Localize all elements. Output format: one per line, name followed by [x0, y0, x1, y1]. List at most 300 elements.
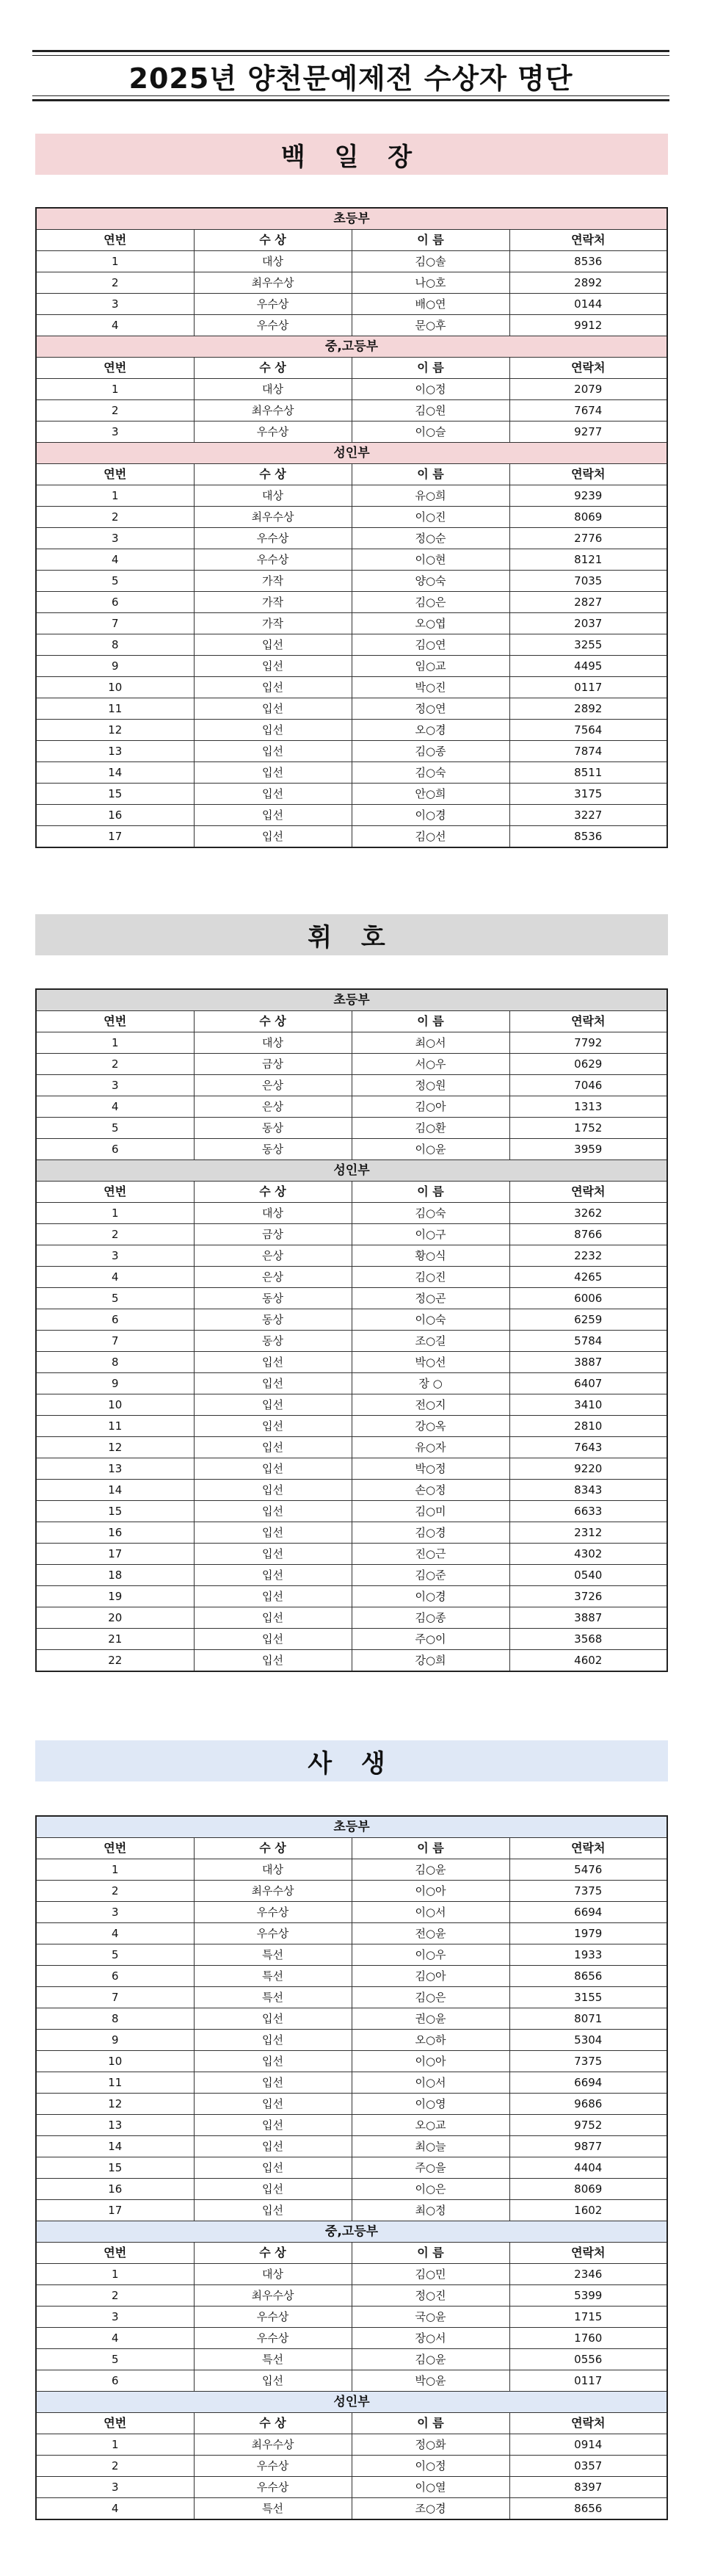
table-row [36, 741, 667, 762]
cell-name: 국○윤 [352, 2307, 509, 2328]
cell-contact: 0144 [509, 294, 667, 315]
table-row [36, 1629, 667, 1650]
cell-no: 10 [36, 2051, 194, 2072]
table-row [36, 592, 667, 613]
column-header-no: 연번 [36, 2243, 194, 2264]
cell-award: 은상 [194, 1075, 352, 1096]
cell-name: 유○자 [352, 1437, 509, 1458]
cell-no: 12 [36, 1437, 194, 1458]
cell-contact: 3887 [509, 1352, 667, 1373]
cell-contact: 3227 [509, 805, 667, 826]
cell-award: 대상 [194, 251, 352, 272]
cell-no: 2 [36, 507, 194, 528]
cell-no: 6 [36, 1309, 194, 1331]
cell-name: 전○지 [352, 1394, 509, 1416]
cell-name: 전○윤 [352, 1923, 509, 1944]
section-banner-saseng [35, 1740, 668, 1781]
cell-no: 6 [36, 2370, 194, 2392]
group-name: 성인부 [36, 1160, 667, 1182]
cell-contact: 9239 [509, 485, 667, 507]
award-table-hwiho [35, 988, 668, 1672]
cell-contact: 8511 [509, 762, 667, 784]
group-name: 성인부 [36, 2392, 667, 2413]
table-row [36, 1203, 667, 1224]
cell-name: 박○선 [352, 1352, 509, 1373]
page-title: 2025년 양천문예제전 수상자 명단 [128, 62, 573, 95]
cell-no: 10 [36, 1394, 194, 1416]
cell-award: 최우수상 [194, 272, 352, 294]
cell-contact: 4302 [509, 1544, 667, 1565]
cell-no: 13 [36, 741, 194, 762]
cell-name: 이○슬 [352, 422, 509, 443]
cell-award: 입선 [194, 2136, 352, 2157]
cell-contact: 4602 [509, 1650, 667, 1672]
table-row [36, 1522, 667, 1544]
group-name: 중,고등부 [36, 336, 667, 358]
cell-contact: 2037 [509, 613, 667, 634]
cell-contact: 8656 [509, 1966, 667, 1987]
cell-name: 장 ○ [352, 1373, 509, 1394]
cell-no: 1 [36, 1032, 194, 1054]
cell-name: 이○영 [352, 2094, 509, 2115]
table-row [36, 1118, 667, 1139]
cell-name: 이○정 [352, 2456, 509, 2477]
group-header-row [36, 336, 667, 358]
cell-name: 김○진 [352, 1267, 509, 1288]
cell-name: 김○선 [352, 826, 509, 848]
column-header-name: 이 름 [352, 464, 509, 485]
column-header-no: 연번 [36, 1838, 194, 1859]
cell-no: 7 [36, 1987, 194, 2008]
cell-award: 우수상 [194, 315, 352, 336]
cell-contact: 4404 [509, 2157, 667, 2179]
cell-award: 입선 [194, 2370, 352, 2392]
cell-award: 은상 [194, 1096, 352, 1118]
cell-name: 강○옥 [352, 1416, 509, 1437]
cell-contact: 5304 [509, 2030, 667, 2051]
cell-contact: 8121 [509, 549, 667, 571]
cell-award: 입선 [194, 1352, 352, 1373]
cell-name: 오○교 [352, 2115, 509, 2136]
cell-contact: 5476 [509, 1859, 667, 1881]
cell-contact: 7375 [509, 2051, 667, 2072]
table-row [36, 1373, 667, 1394]
cell-no: 12 [36, 2094, 194, 2115]
cell-name: 양○숙 [352, 571, 509, 592]
cell-award: 우수상 [194, 2477, 352, 2498]
table-row [36, 2157, 667, 2179]
cell-award: 우수상 [194, 2456, 352, 2477]
cell-contact: 2776 [509, 528, 667, 549]
cell-no: 3 [36, 1075, 194, 1096]
cell-award: 입선 [194, 741, 352, 762]
column-header-no: 연번 [36, 1011, 194, 1032]
table-row [36, 571, 667, 592]
cell-contact: 7792 [509, 1032, 667, 1054]
table-row [36, 400, 667, 422]
cell-award: 대상 [194, 1203, 352, 1224]
cell-no: 1 [36, 485, 194, 507]
cell-name: 김○윤 [352, 1859, 509, 1881]
cell-award: 입선 [194, 1501, 352, 1522]
cell-award: 입선 [194, 2157, 352, 2179]
cell-award: 입선 [194, 2200, 352, 2221]
cell-contact: 3887 [509, 1607, 667, 1629]
cell-name: 김○경 [352, 1522, 509, 1544]
table-row [36, 2051, 667, 2072]
table-row [36, 656, 667, 677]
table-row [36, 1096, 667, 1118]
table-row [36, 720, 667, 741]
cell-contact: 7674 [509, 400, 667, 422]
table-row [36, 1544, 667, 1565]
cell-contact: 1313 [509, 1096, 667, 1118]
cell-no: 4 [36, 1923, 194, 1944]
table-row [36, 1607, 667, 1629]
cell-contact: 0629 [509, 1054, 667, 1075]
cell-no: 4 [36, 315, 194, 336]
table-row [36, 1352, 667, 1373]
group-header-row [36, 208, 667, 230]
cell-name: 최○늘 [352, 2136, 509, 2157]
column-header-award: 수 상 [194, 230, 352, 251]
cell-no: 17 [36, 2200, 194, 2221]
table-row [36, 294, 667, 315]
column-header-name: 이 름 [352, 358, 509, 379]
table-row [36, 1032, 667, 1054]
cell-award: 입선 [194, 1480, 352, 1501]
cell-no: 11 [36, 2072, 194, 2094]
table-row [36, 1987, 667, 2008]
table-row [36, 1859, 667, 1881]
cell-name: 정○순 [352, 528, 509, 549]
cell-no: 8 [36, 1352, 194, 1373]
table-row [36, 698, 667, 720]
cell-no: 7 [36, 1331, 194, 1352]
cell-no: 5 [36, 1944, 194, 1966]
cell-no: 6 [36, 1139, 194, 1160]
column-header-contact: 연락처 [509, 358, 667, 379]
column-header-award: 수 상 [194, 2413, 352, 2434]
cell-contact: 9877 [509, 2136, 667, 2157]
column-header-award: 수 상 [194, 1182, 352, 1203]
cell-name: 문○후 [352, 315, 509, 336]
cell-no: 1 [36, 2264, 194, 2285]
cell-award: 특선 [194, 1966, 352, 1987]
table-row [36, 634, 667, 656]
cell-no: 2 [36, 2456, 194, 2477]
cell-name: 이○구 [352, 1224, 509, 1245]
cell-no: 10 [36, 677, 194, 698]
cell-no: 1 [36, 1203, 194, 1224]
cell-name: 김○환 [352, 1118, 509, 1139]
section-title: 휘 호 [308, 922, 396, 952]
table-row [36, 613, 667, 634]
column-header-contact: 연락처 [509, 1838, 667, 1859]
cell-no: 2 [36, 1881, 194, 1902]
cell-contact: 0357 [509, 2456, 667, 2477]
cell-contact: 3568 [509, 1629, 667, 1650]
cell-award: 금상 [194, 1224, 352, 1245]
cell-award: 입선 [194, 1416, 352, 1437]
cell-award: 대상 [194, 379, 352, 400]
cell-contact: 1760 [509, 2328, 667, 2349]
column-header-award: 수 상 [194, 2243, 352, 2264]
cell-award: 가작 [194, 592, 352, 613]
cell-contact: 8656 [509, 2498, 667, 2520]
table-row [36, 2179, 667, 2200]
cell-contact: 3155 [509, 1987, 667, 2008]
cell-award: 입선 [194, 2030, 352, 2051]
cell-name: 유○희 [352, 485, 509, 507]
cell-contact: 0117 [509, 677, 667, 698]
cell-name: 정○원 [352, 1075, 509, 1096]
cell-name: 임○교 [352, 656, 509, 677]
table-row [36, 1586, 667, 1607]
table-row [36, 2264, 667, 2285]
cell-contact: 1752 [509, 1118, 667, 1139]
cell-contact: 9686 [509, 2094, 667, 2115]
column-header-name: 이 름 [352, 1182, 509, 1203]
cell-name: 김○종 [352, 741, 509, 762]
cell-contact: 8536 [509, 251, 667, 272]
cell-award: 입선 [194, 826, 352, 848]
cell-contact: 8071 [509, 2008, 667, 2030]
table-row [36, 1966, 667, 1987]
table-row [36, 379, 667, 400]
group-name: 성인부 [36, 443, 667, 464]
cell-award: 우수상 [194, 422, 352, 443]
table-row [36, 2349, 667, 2370]
cell-name: 김○아 [352, 1096, 509, 1118]
cell-no: 5 [36, 571, 194, 592]
column-header-name: 이 름 [352, 1838, 509, 1859]
column-header-award: 수 상 [194, 464, 352, 485]
cell-name: 김○민 [352, 2264, 509, 2285]
cell-name: 이○숙 [352, 1309, 509, 1331]
cell-name: 이○아 [352, 2051, 509, 2072]
column-header-name: 이 름 [352, 1011, 509, 1032]
cell-name: 이○열 [352, 2477, 509, 2498]
cell-no: 13 [36, 2115, 194, 2136]
table-row [36, 2115, 667, 2136]
table-row [36, 1416, 667, 1437]
cell-award: 우수상 [194, 294, 352, 315]
section-title: 사 생 [308, 1748, 396, 1779]
column-header-row [36, 2413, 667, 2434]
cell-award: 우수상 [194, 2328, 352, 2349]
cell-contact: 0117 [509, 2370, 667, 2392]
table-row [36, 2008, 667, 2030]
table-row [36, 528, 667, 549]
cell-award: 우수상 [194, 549, 352, 571]
cell-award: 금상 [194, 1054, 352, 1075]
cell-name: 오○경 [352, 720, 509, 741]
table-row [36, 549, 667, 571]
column-header-name: 이 름 [352, 230, 509, 251]
cell-name: 진○근 [352, 1544, 509, 1565]
column-header-contact: 연락처 [509, 1182, 667, 1203]
cell-contact: 2079 [509, 379, 667, 400]
cell-name: 이○진 [352, 507, 509, 528]
cell-award: 입선 [194, 2179, 352, 2200]
cell-name: 이○은 [352, 2179, 509, 2200]
cell-award: 우수상 [194, 528, 352, 549]
cell-contact: 7046 [509, 1075, 667, 1096]
table-row [36, 1881, 667, 1902]
cell-award: 은상 [194, 1245, 352, 1267]
cell-no: 3 [36, 422, 194, 443]
cell-contact: 2892 [509, 272, 667, 294]
cell-no: 3 [36, 294, 194, 315]
award-table-baekiljang [35, 207, 668, 848]
group-header-row [36, 2392, 667, 2413]
column-header-no: 연번 [36, 1182, 194, 1203]
table-row [36, 2094, 667, 2115]
cell-no: 17 [36, 1544, 194, 1565]
table-row [36, 762, 667, 784]
cell-award: 동상 [194, 1288, 352, 1309]
cell-contact: 2312 [509, 1522, 667, 1544]
table-row [36, 1923, 667, 1944]
cell-name: 정○곤 [352, 1288, 509, 1309]
cell-name: 김○은 [352, 1987, 509, 2008]
cell-no: 18 [36, 1565, 194, 1586]
column-header-no: 연번 [36, 464, 194, 485]
cell-award: 입선 [194, 720, 352, 741]
cell-name: 오○하 [352, 2030, 509, 2051]
cell-award: 입선 [194, 698, 352, 720]
table-row [36, 1331, 667, 1352]
group-name: 초등부 [36, 989, 667, 1011]
cell-award: 특선 [194, 2349, 352, 2370]
column-header-award: 수 상 [194, 1838, 352, 1859]
title-frame [32, 50, 669, 101]
column-header-no: 연번 [36, 2413, 194, 2434]
cell-award: 입선 [194, 805, 352, 826]
cell-no: 3 [36, 1245, 194, 1267]
cell-name: 김○아 [352, 1966, 509, 1987]
cell-award: 입선 [194, 1544, 352, 1565]
cell-award: 입선 [194, 1650, 352, 1672]
cell-award: 최우수상 [194, 1881, 352, 1902]
cell-award: 특선 [194, 2498, 352, 2520]
cell-contact: 3255 [509, 634, 667, 656]
cell-award: 입선 [194, 2115, 352, 2136]
group-name: 중,고등부 [36, 2221, 667, 2243]
cell-no: 14 [36, 762, 194, 784]
table-row [36, 272, 667, 294]
cell-no: 8 [36, 2008, 194, 2030]
table-row [36, 677, 667, 698]
cell-award: 입선 [194, 656, 352, 677]
cell-contact: 6006 [509, 1288, 667, 1309]
group-header-row [36, 989, 667, 1011]
cell-no: 2 [36, 400, 194, 422]
cell-contact: 6407 [509, 1373, 667, 1394]
cell-contact: 5399 [509, 2285, 667, 2307]
cell-name: 정○진 [352, 2285, 509, 2307]
column-header-contact: 연락처 [509, 464, 667, 485]
table-row [36, 1944, 667, 1966]
cell-no: 9 [36, 656, 194, 677]
cell-no: 16 [36, 2179, 194, 2200]
table-row [36, 1480, 667, 1501]
cell-no: 8 [36, 634, 194, 656]
column-header-row [36, 2243, 667, 2264]
cell-award: 입선 [194, 1437, 352, 1458]
column-header-row [36, 1182, 667, 1203]
table-row [36, 1394, 667, 1416]
cell-name: 김○숙 [352, 762, 509, 784]
cell-no: 9 [36, 2030, 194, 2051]
cell-award: 입선 [194, 1458, 352, 1480]
table-row [36, 1501, 667, 1522]
column-header-contact: 연락처 [509, 1011, 667, 1032]
cell-contact: 7643 [509, 1437, 667, 1458]
cell-name: 조○경 [352, 2498, 509, 2520]
table-row [36, 2456, 667, 2477]
table-row [36, 1245, 667, 1267]
cell-name: 이○윤 [352, 1139, 509, 1160]
table-row [36, 1054, 667, 1075]
award-table-saseng [35, 1815, 668, 2520]
cell-no: 15 [36, 1501, 194, 1522]
cell-no: 1 [36, 2434, 194, 2456]
cell-award: 입선 [194, 1607, 352, 1629]
cell-name: 정○연 [352, 698, 509, 720]
cell-no: 3 [36, 528, 194, 549]
table-row [36, 2477, 667, 2498]
cell-name: 이○현 [352, 549, 509, 571]
cell-name: 배○연 [352, 294, 509, 315]
table-row [36, 485, 667, 507]
cell-award: 입선 [194, 784, 352, 805]
table-row [36, 826, 667, 848]
table-row [36, 1075, 667, 1096]
cell-no: 12 [36, 720, 194, 741]
cell-name: 이○경 [352, 805, 509, 826]
column-header-contact: 연락처 [509, 230, 667, 251]
cell-contact: 3262 [509, 1203, 667, 1224]
column-header-row [36, 464, 667, 485]
cell-award: 가작 [194, 613, 352, 634]
column-header-row [36, 1011, 667, 1032]
cell-name: 이○우 [352, 1944, 509, 1966]
cell-award: 입선 [194, 1394, 352, 1416]
cell-contact: 7375 [509, 1881, 667, 1902]
column-header-name: 이 름 [352, 2243, 509, 2264]
cell-contact: 2346 [509, 2264, 667, 2285]
group-header-row [36, 1160, 667, 1182]
cell-no: 11 [36, 1416, 194, 1437]
cell-award: 입선 [194, 2094, 352, 2115]
cell-name: 이○정 [352, 379, 509, 400]
cell-contact: 3175 [509, 784, 667, 805]
cell-name: 조○길 [352, 1331, 509, 1352]
cell-award: 동상 [194, 1139, 352, 1160]
table-row [36, 1902, 667, 1923]
cell-no: 4 [36, 2328, 194, 2349]
cell-award: 동상 [194, 1118, 352, 1139]
cell-name: 이○서 [352, 1902, 509, 1923]
cell-contact: 1933 [509, 1944, 667, 1966]
cell-contact: 6259 [509, 1309, 667, 1331]
cell-award: 입선 [194, 1629, 352, 1650]
cell-award: 최우수상 [194, 507, 352, 528]
column-header-row [36, 230, 667, 251]
cell-name: 주○이 [352, 1629, 509, 1650]
